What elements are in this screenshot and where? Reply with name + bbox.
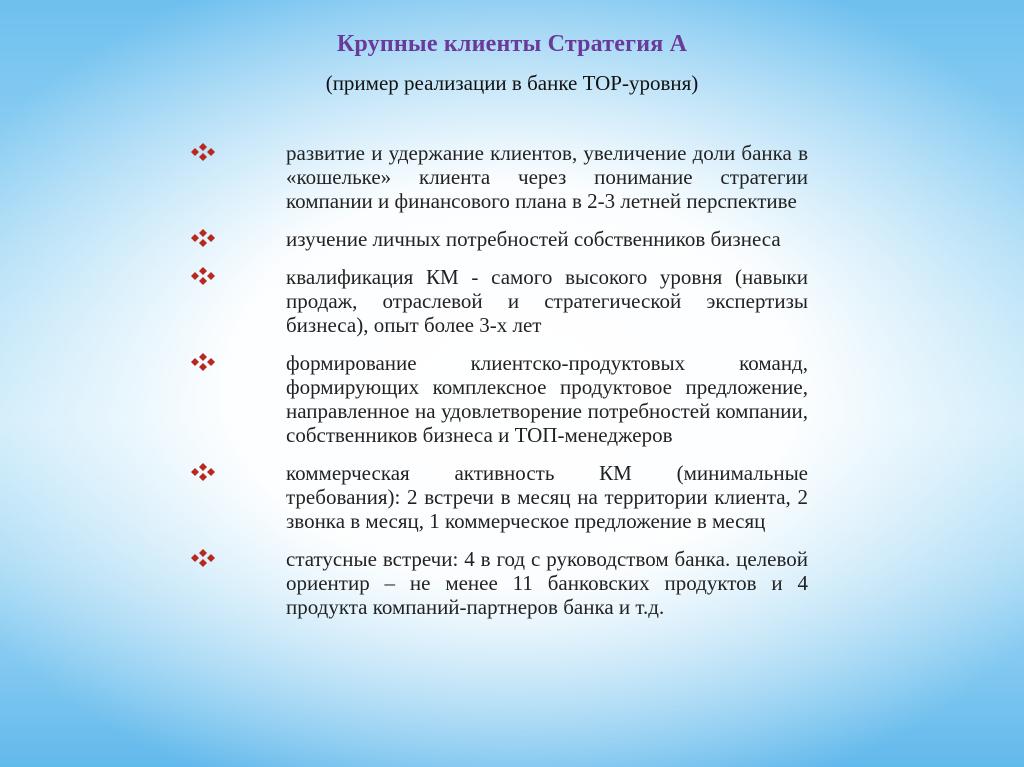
bullet-text: изучение личных потребностей собственников бизнеса (286, 227, 781, 251)
bullet-text: формирование клиентско-продуктовых команд, формирующих комплексное продуктовое предложение, направленное на удовлетворение потребностей компании, собственников бизнеса и ТОП-менеджеров (286, 351, 808, 447)
bullet-text: квалификация КМ - самого высокого уровня (навыки продаж, отраслевой и стратегической экспертизы бизнеса), опыт более 3-х лет (286, 265, 808, 337)
diamond-cluster-icon (188, 462, 218, 482)
diamond-cluster-icon (188, 266, 218, 286)
diamond-cluster-icon (188, 548, 218, 568)
bullet-text: коммерческая активность КМ (минимальные требования): 2 встречи в месяц на территории клиента, 2 звонка в месяц, 1 коммерческое предложение в месяц (286, 461, 808, 533)
bullet-item (188, 141, 808, 213)
bullet-list (188, 141, 808, 633)
slide-subtitle: (пример реализации в банке ТОР-уровня) (325, 71, 699, 95)
diamond-cluster-icon (188, 142, 218, 162)
bullet-item (188, 227, 808, 251)
bullet-item (188, 547, 808, 619)
diamond-cluster-icon (188, 352, 218, 372)
bullet-item (188, 265, 808, 337)
bullet-item (188, 461, 808, 533)
bullet-item (188, 351, 808, 447)
bullet-text: развитие и удержание клиентов, увеличение доли банка в «кошельке» клиента через понимание стратегии компании и финансового плана в 2-3 летней перспективе (286, 141, 808, 213)
slide-title: Крупные клиенты Стратегия А (336, 31, 688, 57)
bullet-text: статусные встречи: 4 в год с руководством банка. целевой ориентир – не менее 11 банковских продуктов и 4 продукта компаний-партнеров банка и т.д. (286, 547, 808, 619)
diamond-cluster-icon (188, 228, 218, 248)
